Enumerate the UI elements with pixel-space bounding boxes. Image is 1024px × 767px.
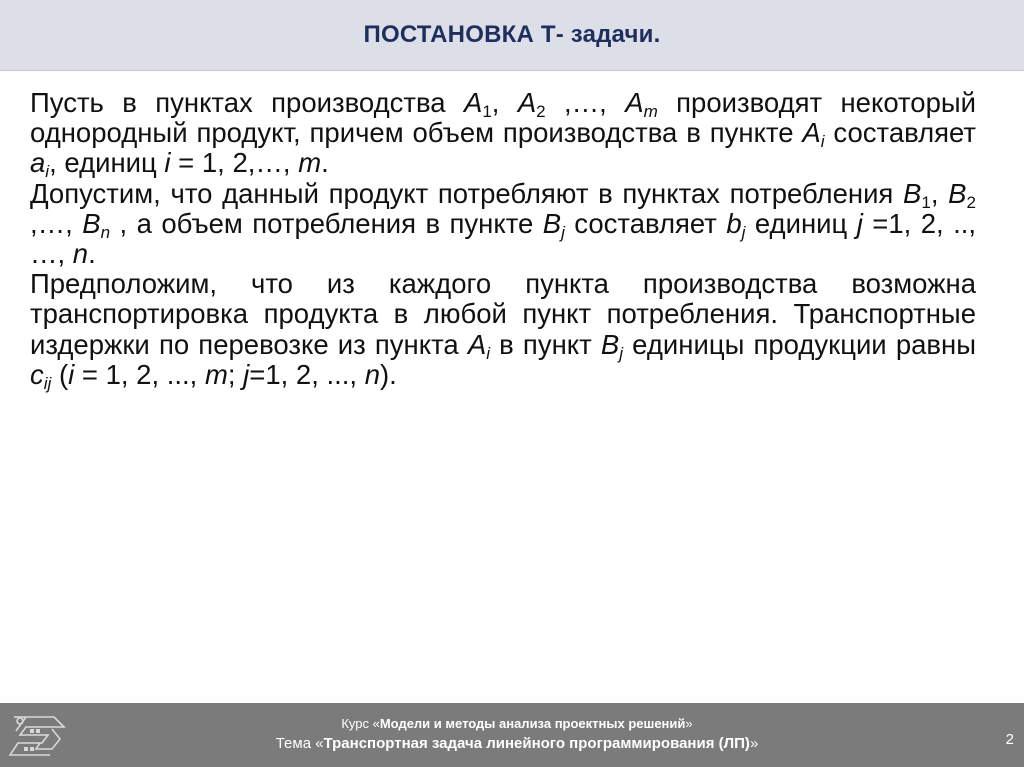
var-b-lower: b — [726, 207, 742, 239]
text: составляет — [824, 117, 976, 149]
text: =1, 2, .., …, — [30, 207, 977, 270]
var-n: n — [72, 238, 89, 270]
text: Предположим, что из каждого пункта производства возможна транспортировка продукта в любой пункт потребления. Транспортные издержки по перевозке из пункта — [30, 268, 976, 360]
var-a1: A — [463, 87, 483, 118]
var-i: i — [164, 147, 171, 179]
paragraph-consumption — [30, 179, 976, 270]
text: Допустим, что данный продукт потребляют в пунктах потребления — [30, 177, 904, 209]
subscript: j — [741, 222, 746, 242]
var-bj: B — [542, 207, 562, 239]
var-b1: B — [903, 177, 922, 209]
topic-name: Транспортная задача линейного программирования (ЛП) — [323, 735, 750, 752]
paragraph-transport-cost — [30, 268, 976, 393]
paragraph-production — [30, 87, 977, 182]
var-m: m — [204, 358, 228, 390]
slide-body — [30, 87, 977, 393]
var-c: c — [30, 358, 44, 390]
footer-text — [0, 714, 1024, 754]
text: , единиц — [49, 147, 165, 179]
var-m: m — [298, 147, 322, 179]
subscript: 2 — [536, 102, 546, 122]
text: единицы продукции равны — [623, 328, 976, 360]
text: ,…, — [30, 207, 83, 239]
text: , — [491, 87, 518, 118]
course-line — [0, 714, 1024, 734]
text: производят некоторый однородный продукт, причем объем производства в пункте — [30, 87, 977, 149]
text: составляет — [564, 207, 727, 239]
var-ai: A — [802, 117, 821, 149]
page-number: 2 — [1005, 731, 1014, 748]
subscript: j — [561, 222, 565, 242]
subscript: n — [100, 222, 111, 242]
text: ). — [380, 358, 397, 390]
text: = 1, 2, ..., — [74, 358, 205, 390]
text: единиц — [745, 207, 857, 239]
subscript: i — [486, 343, 490, 363]
text: » — [685, 716, 693, 731]
text: = 1, 2,…, — [170, 147, 299, 179]
var-j: j — [856, 207, 863, 239]
text: . — [88, 238, 96, 270]
text: , — [930, 177, 949, 209]
text: Тема « — [275, 735, 324, 752]
var-b2: B — [948, 177, 967, 209]
text: . — [321, 147, 329, 179]
text: ; — [227, 358, 244, 390]
var-n: n — [364, 358, 381, 390]
text: =1, 2, ..., — [249, 358, 365, 390]
var-a-lower: a — [30, 147, 46, 179]
footer-bar — [0, 703, 1024, 767]
topic-line — [0, 734, 1024, 754]
text: ,…, — [545, 87, 626, 118]
subscript: ij — [43, 373, 52, 393]
var-am: A — [625, 87, 644, 118]
text: Пусть в пунктах производства — [30, 87, 464, 118]
var-i: i — [68, 358, 75, 390]
title-bar — [0, 0, 1024, 71]
text: ( — [51, 358, 69, 390]
text: Курс « — [341, 716, 380, 731]
subscript: j — [619, 343, 623, 363]
text: » — [749, 735, 759, 752]
var-ai: A — [467, 328, 487, 360]
subscript: i — [820, 132, 825, 152]
subscript: m — [643, 102, 658, 122]
subscript: 1 — [921, 192, 931, 212]
subscript: 2 — [966, 192, 976, 212]
var-bn: B — [82, 207, 101, 239]
subscript: i — [45, 162, 50, 182]
course-name: Модели и методы анализа проектных решений — [379, 716, 686, 731]
text: в пункт — [489, 328, 601, 360]
var-bj: B — [600, 328, 620, 360]
text: , а объем потребления в пункте — [110, 207, 543, 239]
var-a2: A — [517, 87, 537, 118]
var-j: j — [243, 358, 250, 390]
subscript: 1 — [482, 102, 492, 122]
slide-title: ПОСТАНОВКА Т- задачи. — [363, 21, 661, 48]
